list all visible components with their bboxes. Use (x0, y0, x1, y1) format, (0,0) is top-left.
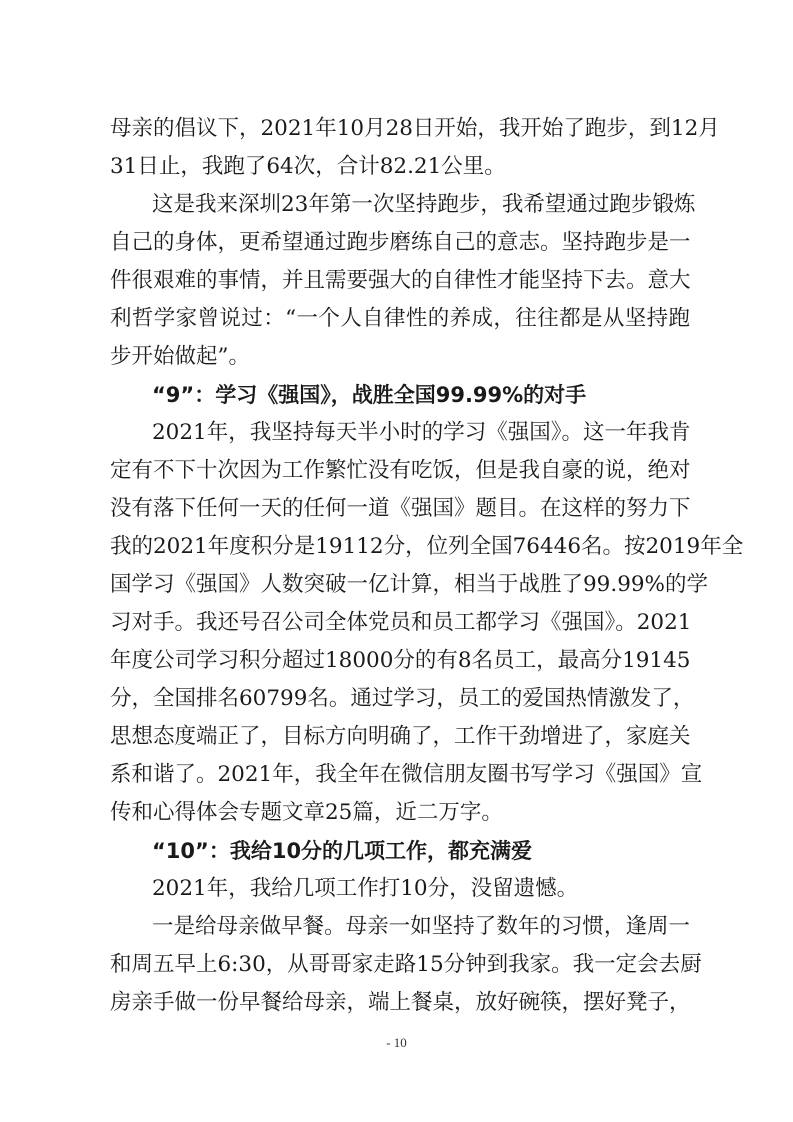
body-text-line: 31日止，我跑了64次，合计82.21公里。 (110, 154, 506, 179)
body-text-line: 房亲手做一份早餐给母亲，端上餐桌，放好碗筷，摆好凳子， (110, 990, 691, 1015)
section-heading: “10”：我给10分的几项工作，都充满爱 (152, 839, 533, 863)
body-text-line: 自己的身体，更希望通过跑步磨练自己的意志。坚持跑步是一 (110, 230, 691, 255)
body-text-line: 系和谐了。2021年，我全年在微信朋友圈书写学习《强国》宣 (110, 762, 703, 787)
body-text-line: 2021年，我坚持每天半小时的学习《强国》。这一年我肯 (152, 420, 691, 445)
body-text-line: 思想态度端正了，目标方向明确了，工作干劲增进了，家庭关 (110, 724, 691, 749)
body-text-line: 件很艰难的事情，并且需要强大的自律性才能坚持下去。意大 (110, 268, 691, 293)
section-heading: “9”：学习《强国》，战胜全国99.99%的对手 (152, 383, 587, 407)
body-text-line: 定有不下十次因为工作繁忙没有吃饭，但是我自豪的说，绝对 (110, 458, 691, 483)
body-text-line: 利哲学家曾说过：“一个人自律性的养成，往往都是从坚持跑 (110, 306, 690, 331)
page-number: - 10 (386, 1035, 407, 1050)
body-text-line: 母亲的倡议下，2021年10月28日开始，我开始了跑步，到12月 (110, 116, 720, 141)
body-text-line: 2021年，我给几项工作打10分，没留遗憾。 (152, 876, 579, 901)
body-text-line: 传和心得体会专题文章25篇，近二万字。 (110, 800, 503, 825)
body-text-line: 国学习《强国》人数突破一亿计算，相当于战胜了99.99%的学 (110, 572, 708, 597)
body-text-line: 这是我来深圳23年第一次坚持跑步，我希望通过跑步锻炼 (152, 192, 696, 217)
body-text-line: 和周五早上6:30，从哥哥家走路15分钟到我家。我一定会去厨 (110, 952, 702, 977)
body-text-line: 一是给母亲做早餐。母亲一如坚持了数年的习惯，逢周一 (152, 914, 690, 939)
body-text-line: 分，全国排名60799名。通过学习，员工的爱国热情激发了， (110, 686, 695, 711)
body-text-line: 我的2021年度积分是19112分，位列全国76446名。按2019年全 (110, 534, 744, 559)
body-text-line: 习对手。我还号召公司全体党员和员工都学习《强国》。2021 (110, 610, 692, 635)
body-text-line: 没有落下任何一天的任何一道《强国》题目。在这样的努力下 (110, 496, 691, 521)
body-text-line: 年度公司学习积分超过18000分的有8名员工，最高分19145 (110, 648, 691, 673)
body-text-line: 步开始做起”。 (110, 344, 250, 369)
